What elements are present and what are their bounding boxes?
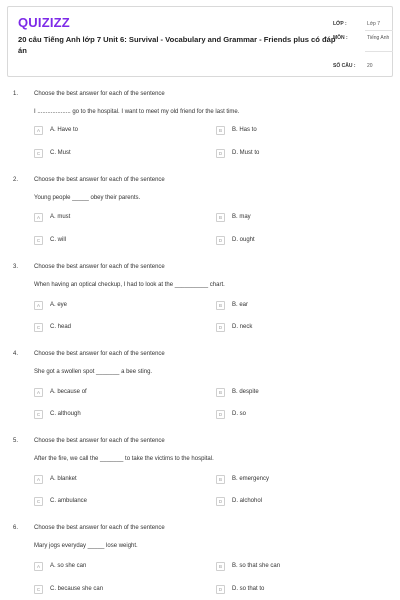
- option-letter-box: C: [34, 236, 43, 245]
- meta-value: Lớp 7: [367, 21, 381, 27]
- option-text: D. so that to: [232, 586, 265, 592]
- option-text: C. because she can: [50, 586, 104, 592]
- question-number: 3.: [13, 264, 19, 270]
- option-letter-box: B: [216, 475, 225, 484]
- meta-row-count: [333, 63, 393, 73]
- option-letter-box: B: [216, 126, 225, 135]
- option-text: B. despite: [232, 389, 259, 395]
- option-letter-box: C: [34, 497, 43, 506]
- option-text: A. Have to: [50, 127, 79, 133]
- option-text: B. emergency: [232, 476, 270, 482]
- option-letter-box: A: [34, 213, 43, 222]
- option-letter-box: C: [34, 410, 43, 419]
- quizizz-logo: QUIZIZZ: [18, 15, 70, 30]
- option-text: B. Has to: [232, 127, 257, 133]
- meta-row-subject: [333, 35, 393, 45]
- option-text: C. will: [50, 237, 66, 243]
- option-text: A. must: [50, 214, 71, 220]
- question-instruction: Choose the best answer for each of the sentence: [34, 438, 165, 444]
- meta-divider: [365, 30, 393, 31]
- option-text: C. head: [50, 324, 72, 330]
- option-letter-box: C: [34, 585, 43, 594]
- question-instruction: Choose the best answer for each of the sentence: [34, 525, 165, 531]
- option-letter-box: A: [34, 301, 43, 310]
- option-letter-box: B: [216, 301, 225, 310]
- option-letter-box: B: [216, 388, 225, 397]
- option-letter-box: C: [34, 323, 43, 332]
- question-prompt: When having an optical checkup, I had to look at the __________ chart.: [34, 282, 225, 288]
- question-number: 6.: [13, 525, 19, 531]
- option-letter-box: D: [216, 585, 225, 594]
- option-letter-box: D: [216, 497, 225, 506]
- option-text: C. although: [50, 411, 81, 417]
- option-letter-box: D: [216, 236, 225, 245]
- meta-value: 20: [367, 63, 373, 69]
- option-text: B. so that she can: [232, 563, 281, 569]
- question-number: 1.: [13, 91, 19, 97]
- option-letter-box: B: [216, 213, 225, 222]
- question-instruction: Choose the best answer for each of the sentence: [34, 177, 165, 183]
- meta-label: MÔN :: [333, 35, 348, 41]
- option-text: D. ought: [232, 237, 255, 243]
- option-letter-box: A: [34, 475, 43, 484]
- question-number: 4.: [13, 351, 19, 357]
- option-text: D. alchohol: [232, 498, 263, 504]
- option-letter-box: D: [216, 323, 225, 332]
- option-text: A. because of: [50, 389, 87, 395]
- option-text: A. so she can: [50, 563, 87, 569]
- option-text: A. blanket: [50, 476, 77, 482]
- option-text: B. may: [232, 214, 251, 220]
- option-text: B. ear: [232, 302, 249, 308]
- option-text: A. eye: [50, 302, 68, 308]
- meta-label: SỐ CÂU :: [333, 63, 356, 69]
- option-text: C. Must: [50, 150, 71, 156]
- question-prompt: I .................... go to the hospital. I want to meet my old friend for the last time.: [34, 109, 240, 115]
- question-prompt: Mary jogs everyday _____ lose weight.: [34, 543, 138, 549]
- meta-row-class: [333, 21, 393, 31]
- question-instruction: Choose the best answer for each of the sentence: [34, 351, 165, 357]
- question-prompt: Young people _____ obey their parents.: [34, 195, 141, 201]
- question-prompt: She got a swollen spot _______ a bee sting.: [34, 369, 153, 375]
- question-number: 5.: [13, 438, 19, 444]
- option-letter-box: A: [34, 562, 43, 571]
- question-prompt: After the fire, we call the _______ to take the victims to the hospital.: [34, 456, 214, 462]
- option-letter-box: A: [34, 388, 43, 397]
- option-letter-box: D: [216, 149, 225, 158]
- option-letter-box: C: [34, 149, 43, 158]
- option-letter-box: D: [216, 410, 225, 419]
- meta-label: LỚP :: [333, 21, 347, 27]
- worksheet-header: [7, 6, 393, 77]
- question-instruction: Choose the best answer for each of the sentence: [34, 91, 165, 97]
- question-instruction: Choose the best answer for each of the sentence: [34, 264, 165, 270]
- option-letter-box: B: [216, 562, 225, 571]
- option-text: D. Must to: [232, 150, 260, 156]
- question-number: 2.: [13, 177, 19, 183]
- worksheet-title: 20 câu Tiếng Anh lớp 7 Unit 6: Survival - Vocabulary and Grammar - Friends plus có đáp án: [18, 35, 336, 55]
- meta-value: Tiếng Anh: [367, 35, 390, 41]
- option-letter-box: A: [34, 126, 43, 135]
- option-text: D. so: [232, 411, 247, 417]
- meta-divider: [365, 51, 393, 52]
- option-text: C. ambulance: [50, 498, 88, 504]
- option-text: D. neck: [232, 324, 253, 330]
